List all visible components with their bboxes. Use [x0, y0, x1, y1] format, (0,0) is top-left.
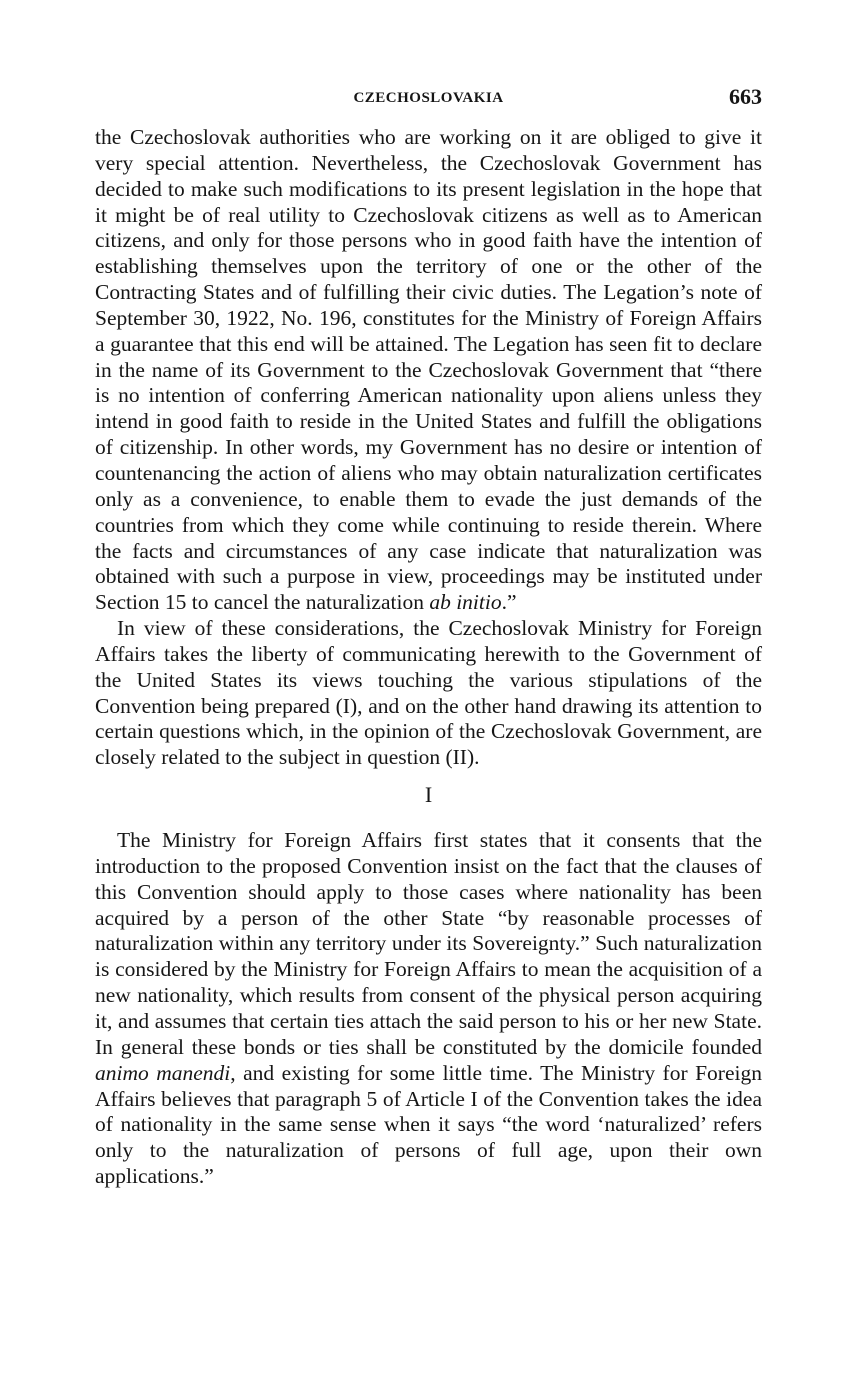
body-text	[95, 125, 762, 1190]
running-title: CZECHOSLOVAKIA	[353, 90, 504, 106]
paragraph-text: , and existing for some little time. The Ministry for Foreign Affairs believes that paragraph 5 of Article I of the Convention takes the idea of nationality in the same sense when it says “the word ‘naturalized’ refers only to the naturalization of persons of full age, upon their own applications.”	[95, 1060, 762, 1189]
italic-phrase: animo manendi	[95, 1060, 231, 1085]
paragraph-text: The Ministry for Foreign Affairs first states that it consents that the introduction to the proposed Convention insist on the fact that the clauses of this Convention should apply to those cases where nationality has been acquired by a person of the other State “by reasonable processes of naturalization within any territory under its Sovereignty.” Such naturalization is considered by the Ministry for Foreign Affairs to mean the acquisition of a new nationality, which results from consent of the physical person acquiring it, and assumes that certain ties attach the said person to his or her new State. In general these bonds or ties shall be constituted by the domicile founded	[95, 828, 762, 1059]
section-heading: I	[424, 782, 433, 808]
paragraph	[95, 828, 762, 1190]
page-header	[95, 84, 762, 112]
paragraph-text: the Czechoslovak authorities who are working on it are obliged to give it very special attention. Nevertheless, the Czechoslovak Government has decided to make such modifications to its present legislation in the hope that it might be of real utility to Czechoslovak citizens as well as to American citizens, and only for those persons who in good faith have the intention of establishing themselves upon the territory of one or the other of the Contracting States and of fulfilling their civic duties. The Legation’s note of September 30, 1922, No. 196, constitutes for the Ministry of Foreign Affairs a guarantee that this end will be attained. The Legation has seen fit to declare in the name of its Government to the Czechoslovak Government that “there is no intention of conferring American nationality upon aliens unless they intend in good faith to reside in the United States and fulfill the obligations of citizenship. In other words, my Government has no desire or intention of countenancing the action of aliens who may obtain naturalization certificates only as a convenience, to enable them to evade the just demands of the countries from which they come while continuing to reside therein. Where the facts and circumstances of any case indicate that naturalization was obtained with such a purpose in view, proceedings may be instituted under Section 15 to cancel the naturalization	[95, 125, 762, 615]
paragraph-continued	[95, 125, 762, 616]
paragraph-closing: .”	[501, 590, 517, 615]
paragraph: In view of these considerations, the Czechoslovak Ministry for Foreign Affairs takes the liberty of communicating herewith to the Government of the United States its views touching the various stipulations of the Convention being prepared (I), and on the other hand drawing its attention to certain questions which, in the opinion of the Czechoslovak Government, are closely related to the subject in question (II).	[95, 616, 762, 770]
page-number: 663	[729, 84, 762, 109]
italic-phrase: ab initio	[429, 590, 502, 615]
